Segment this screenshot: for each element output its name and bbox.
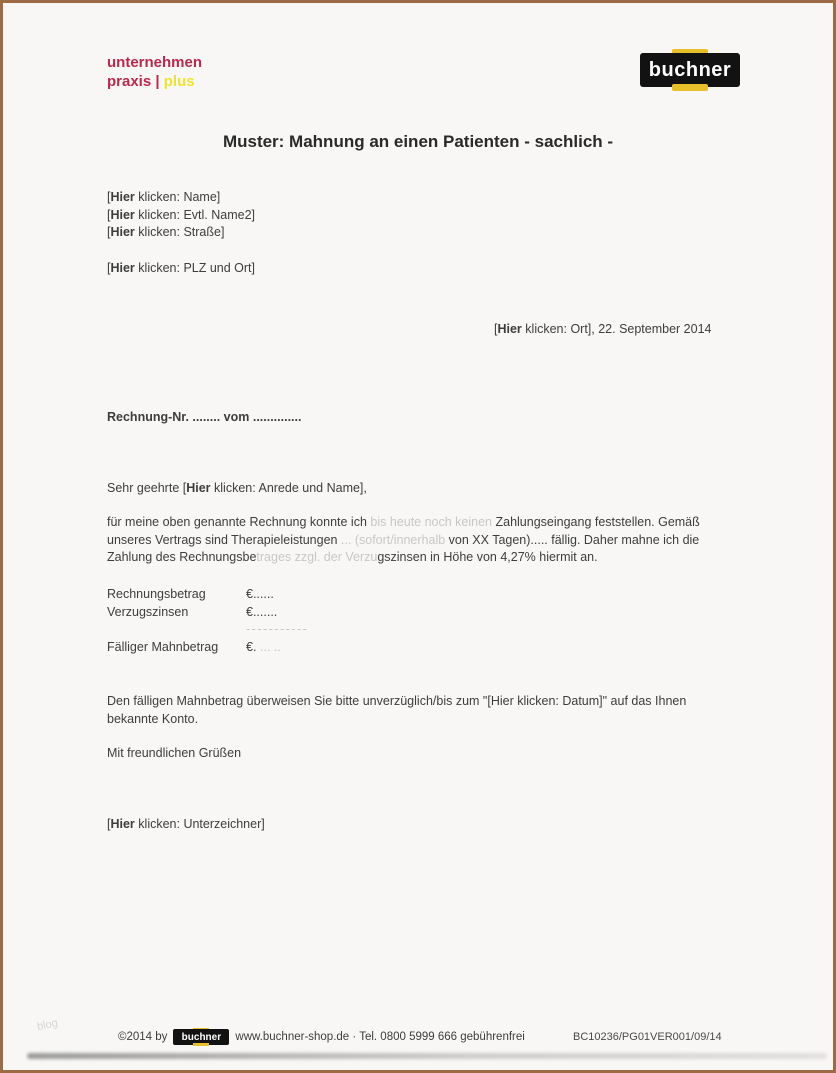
amount-value-mahnbetrag: €. ... .. <box>246 640 281 654</box>
buchner-footer-logo-bottom-tab <box>193 1043 209 1046</box>
faded-text: bis heute noch keinen <box>370 515 496 529</box>
amount-label-rechnungsbetrag: Rechnungsbetrag <box>107 587 206 601</box>
recipient-address-block <box>107 189 255 277</box>
subject-line: Rechnung-Nr. ........ vom .............. <box>107 410 302 424</box>
field-street[interactable]: [Hier klicken: Straße] <box>107 225 225 239</box>
unternehmen-praxis-plus-logo <box>107 53 202 91</box>
amount-sum-separator: ----------- <box>246 622 309 636</box>
footer-copyright-pre: ©2014 by <box>118 1031 168 1043</box>
field-ort-date[interactable]: [Hier klicken: Ort], 22. September 2014 <box>494 322 712 336</box>
page-title: Muster: Mahnung an einen Patienten - sachlich - <box>222 132 614 151</box>
field-plz-ort[interactable]: [Hier klicken: PLZ und Ort] <box>107 260 255 275</box>
footer-copyright <box>118 1029 525 1045</box>
amount-value-rechnungsbetrag: €...... <box>246 587 274 601</box>
field-unterzeichner[interactable]: [Hier klicken: Unterzeichner] <box>107 817 265 831</box>
amount-value-verzugszinsen: €....... <box>246 605 278 619</box>
footer-contact-text: www.buchner-shop.de · Tel. 0800 5999 666 gebührenfrei <box>235 1031 525 1043</box>
closing-line: Mit freundlichen Grüßen <box>107 746 242 760</box>
body-paragraph-2: Den fälligen Mahnbetrag überweisen Sie bitte unverzüglich/bis zum "[Hier klicken: Datum]" auf das Ihnen bekannte Konto. <box>107 694 687 726</box>
buchner-logo <box>640 53 740 87</box>
buchner-footer-logo-box: buchner <box>173 1029 229 1045</box>
bottom-shadow-divider <box>27 1053 827 1059</box>
amount-label-verzugszinsen: Verzugszinsen <box>107 605 189 619</box>
body-paragraph-1: für meine oben genannte Rechnung konnte ich bis heute noch keinen Zahlungseingang feststellen. Gemäß unseres Vertrags sind Therapieleistungen ... (sofort/innerhalb von XX Tagen)..... fällig. Daher mahne ich die Zahlung des Rechnungsbetrages zzgl. der Verzugszinsen in Höhe von 4,27% hiermit an. <box>107 515 700 564</box>
buchner-logo-text: buchner <box>648 58 732 81</box>
field-name2[interactable]: [Hier klicken: Evtl. Name2] <box>107 207 255 222</box>
buchner-logo-box <box>640 53 740 87</box>
address-blank-line <box>107 242 255 260</box>
logo-accent-plus: plus <box>163 73 195 90</box>
faded-text: trages zzgl. der Verzu <box>256 550 378 564</box>
logo-text-line2: praxis | plus <box>107 73 195 90</box>
amount-label-mahnbetrag: Fälliger Mahnbetrag <box>107 640 219 654</box>
logo-text-line1: unternehmen <box>107 54 203 71</box>
buchner-logo-bottom-tab <box>672 84 708 91</box>
field-anrede-name[interactable]: Sehr geehrte [Hier klicken: Anrede und Name], <box>107 481 367 495</box>
field-name[interactable]: [Hier klicken: Name] <box>107 190 221 204</box>
faded-text: ... .. <box>256 640 281 654</box>
buchner-footer-logo <box>173 1029 229 1045</box>
blog-watermark: blog <box>35 1016 59 1034</box>
faded-text: ... (sofort/innerhalb <box>340 532 446 547</box>
document-code: BC10236/PG01VER001/09/14 <box>573 1031 722 1043</box>
